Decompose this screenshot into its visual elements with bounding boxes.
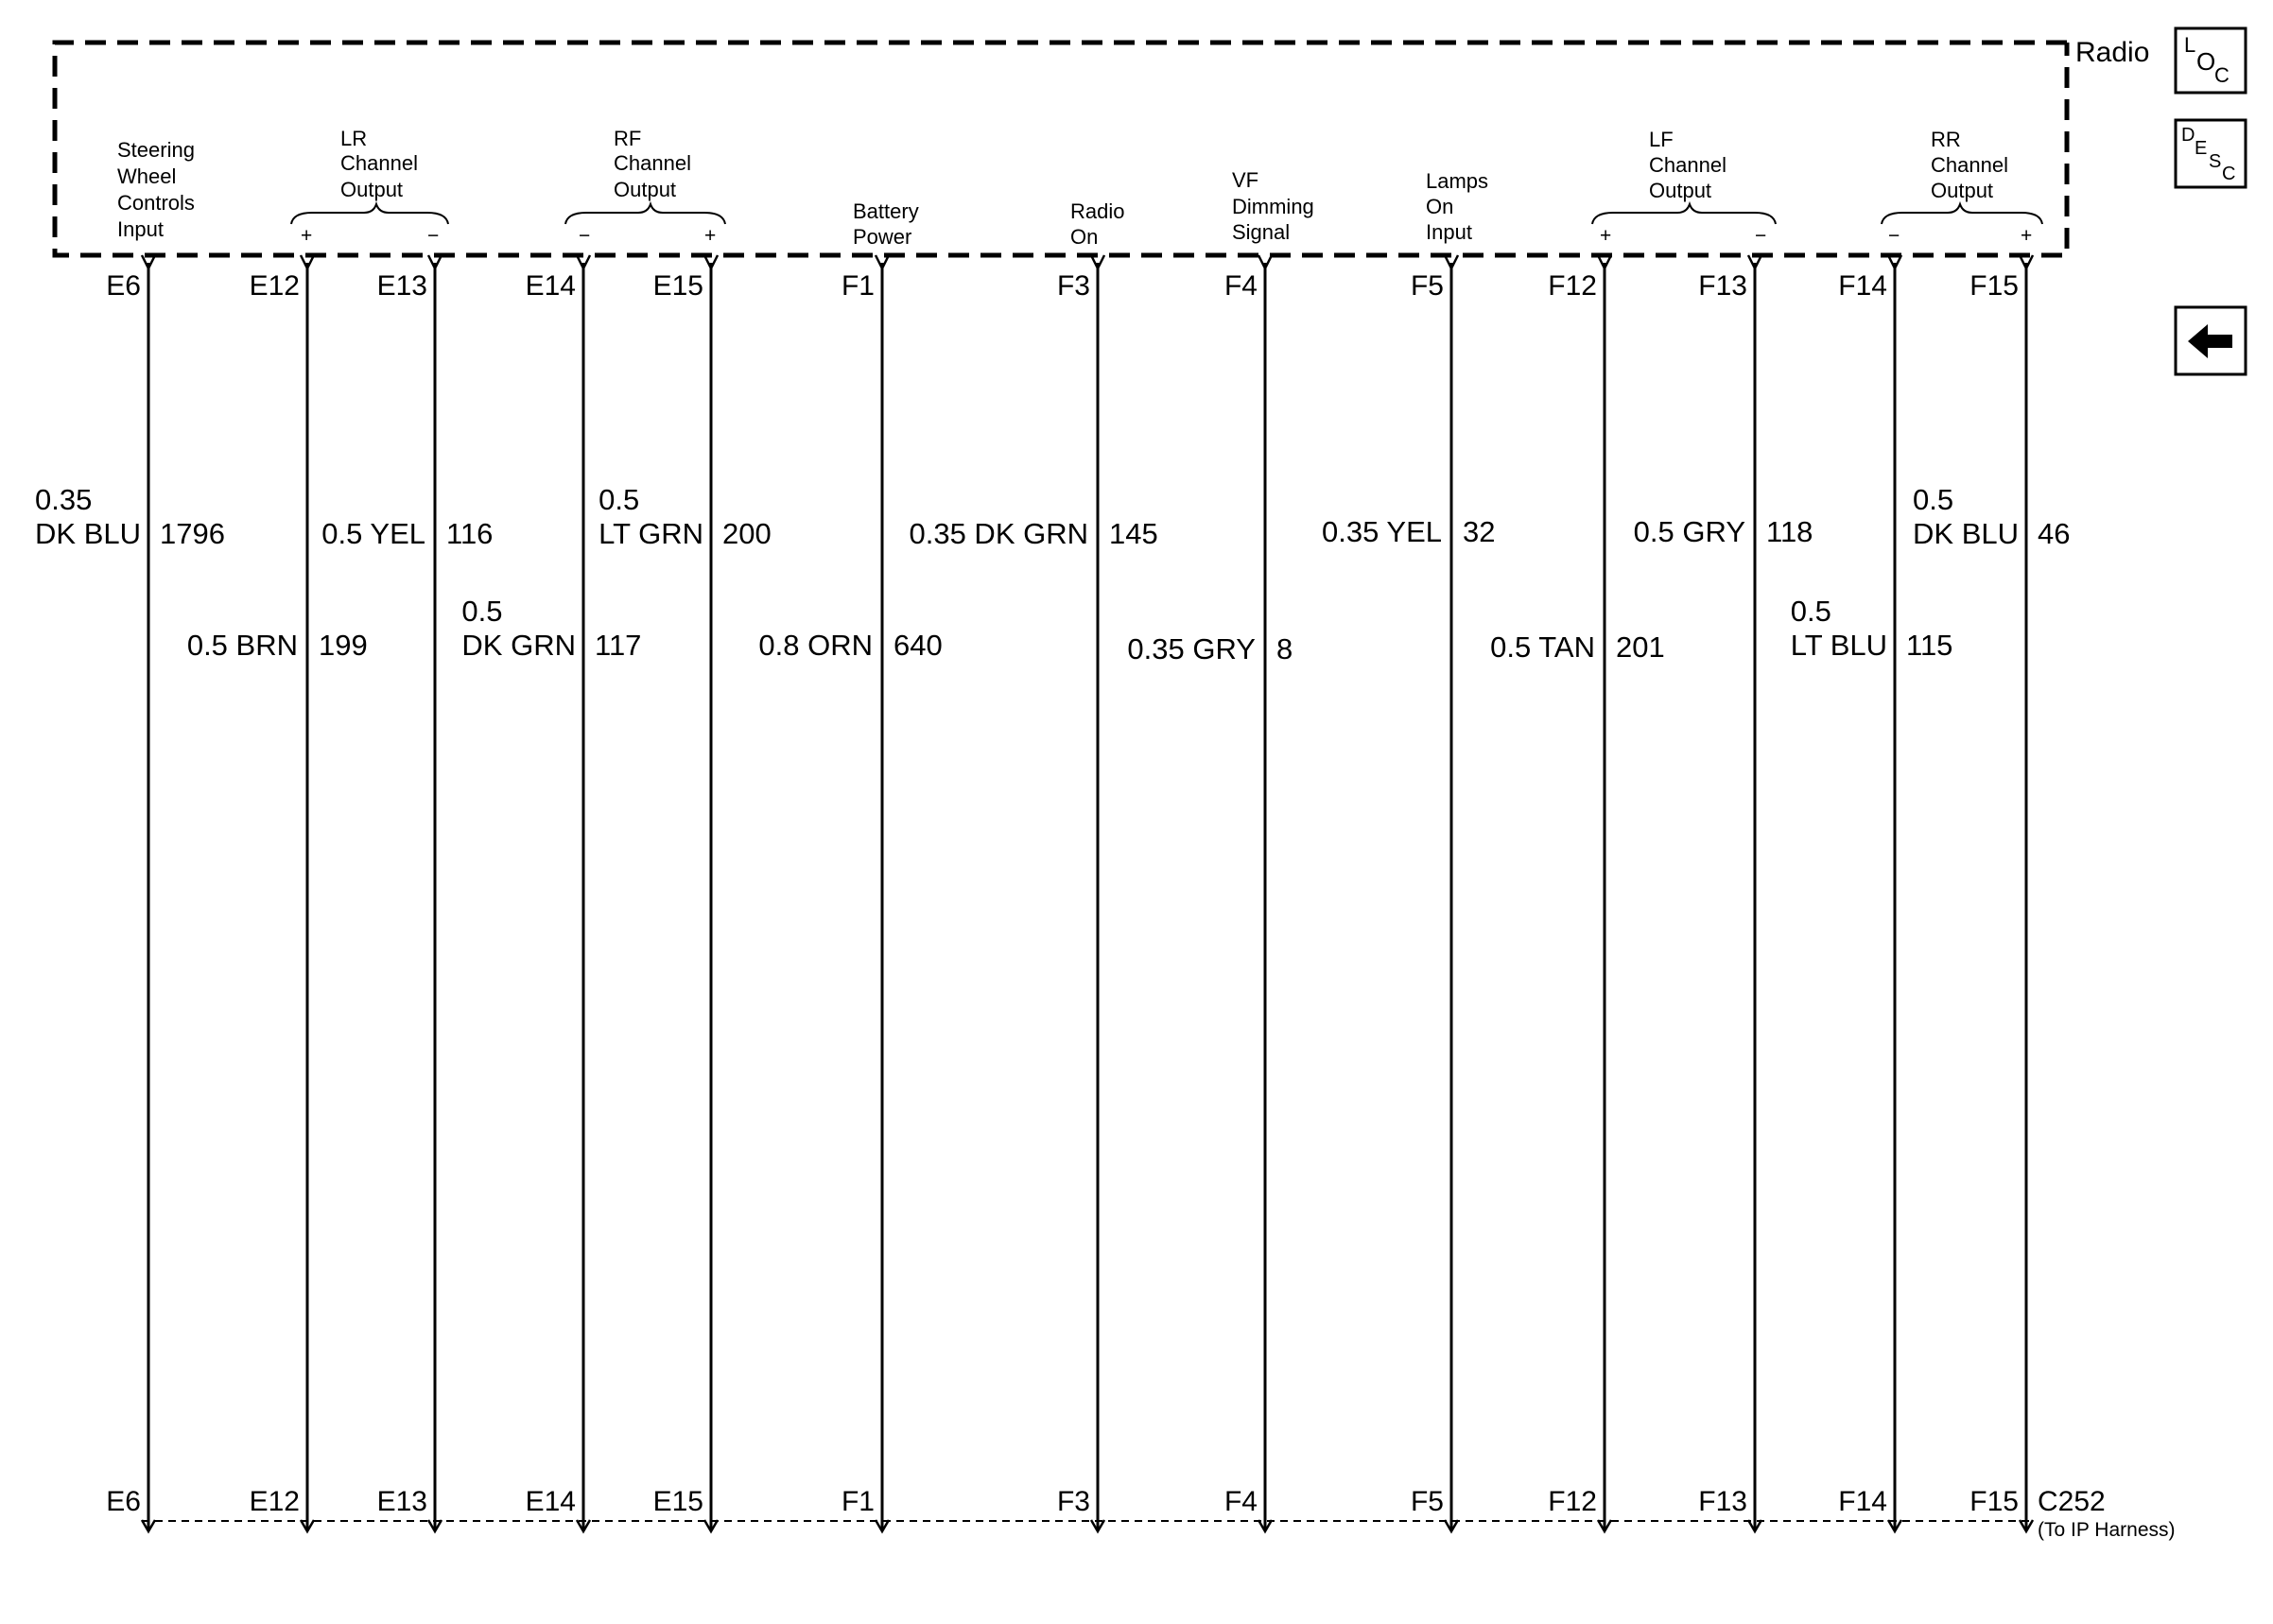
function-label-lamps-on: [1426, 169, 1488, 244]
function-label-line: RR: [1931, 128, 1961, 151]
wire-f14: [1791, 255, 1953, 1531]
function-label-line: On: [1070, 225, 1099, 249]
wire-size-color: 0.8 ORN: [758, 629, 873, 662]
polarity-brace: [1882, 204, 2042, 224]
pin-label-top: E14: [525, 270, 576, 302]
wire-color: LT BLU: [1790, 629, 1887, 662]
function-label-line: Channel: [1649, 153, 1726, 177]
pin-label-bottom: F15: [1969, 1486, 2019, 1517]
pin-label-bottom: F5: [1410, 1486, 1444, 1517]
wire-f15: [1913, 255, 2070, 1531]
component-title: Radio: [2075, 37, 2150, 68]
desc-button[interactable]: [2176, 120, 2246, 187]
wire-size-color: 0.35 YEL: [1322, 515, 1442, 548]
function-label-rf-channel: [565, 127, 725, 247]
loc-button[interactable]: [2176, 28, 2246, 93]
function-label-line: VF: [1232, 168, 1259, 192]
pin-label-top: E15: [652, 270, 703, 302]
function-label-line: Dimming: [1232, 195, 1314, 218]
pin-label-bottom: F13: [1698, 1486, 1747, 1517]
wires-layer: [35, 255, 2070, 1531]
circuit-number: 46: [2038, 517, 2071, 550]
circuit-number: 145: [1109, 517, 1158, 550]
pin-label-top: F14: [1838, 270, 1887, 302]
polarity-sign: −: [1755, 225, 1767, 247]
function-label-line: Power: [853, 225, 912, 249]
loc-button-letter: L: [2184, 33, 2196, 57]
function-label-vf-dimming: [1232, 168, 1314, 244]
polarity-sign: +: [301, 225, 313, 247]
polarity-sign: +: [1600, 225, 1612, 247]
circuit-number: 117: [595, 629, 642, 662]
function-label-line: Channel: [614, 151, 691, 175]
polarity-brace: [291, 204, 448, 224]
circuit-number: 32: [1463, 515, 1496, 548]
polarity-brace: [565, 204, 725, 224]
wire-f5: [1322, 255, 1495, 1531]
circuit-number: 200: [722, 517, 772, 550]
wire-f12: [1490, 255, 1665, 1531]
circuit-number: 8: [1276, 632, 1293, 665]
pin-label-top: E6: [106, 270, 141, 302]
loc-button-letter: C: [2214, 63, 2230, 87]
wire-size-color: 0.5 BRN: [186, 629, 298, 662]
wire-e6: [35, 255, 225, 1531]
desc-button-letter: S: [2209, 151, 2222, 172]
polarity-brace: [1592, 204, 1776, 224]
desc-button-letter: C: [2222, 164, 2236, 184]
wire-size: 0.5: [461, 595, 503, 628]
wire-e12: [187, 255, 368, 1531]
function-label-steering: [117, 138, 195, 241]
terminal-top: [876, 255, 889, 268]
polarity-sign: −: [1888, 225, 1900, 247]
function-label-line: Radio: [1070, 199, 1125, 223]
wire-f13: [1634, 255, 1813, 1531]
pin-label-top: F5: [1410, 270, 1444, 302]
wire-size-color: 0.35 GRY: [1127, 632, 1256, 665]
wire-f1: [758, 255, 942, 1531]
function-label-line: Wheel: [117, 164, 177, 188]
function-label-line: Output: [1931, 179, 1994, 202]
wire-size-color: 0.5 TAN: [1490, 631, 1595, 664]
function-label-radio-on: [1070, 199, 1124, 249]
function-label-line: LF: [1649, 128, 1674, 151]
pin-label-bottom: F3: [1056, 1486, 1090, 1517]
pin-label-top: F3: [1056, 270, 1090, 302]
pin-label-bottom: F1: [841, 1486, 875, 1517]
pin-label-bottom: E14: [525, 1486, 576, 1517]
pin-label-bottom: F12: [1548, 1486, 1597, 1517]
circuit-number: 201: [1616, 631, 1665, 664]
wire-size: 0.5: [1790, 595, 1831, 628]
wire-size: 0.5: [599, 483, 640, 516]
function-label-line: Output: [614, 178, 677, 201]
polarity-sign: +: [2021, 225, 2033, 247]
circuit-number: 115: [1906, 629, 1953, 662]
pin-label-top: F1: [841, 270, 875, 302]
desc-button-letter: D: [2181, 125, 2195, 146]
function-label-line: Signal: [1232, 220, 1291, 244]
pin-label-top: F13: [1698, 270, 1747, 302]
wire-color: DK GRN: [461, 629, 576, 662]
function-label-line: LR: [340, 127, 368, 150]
back-button[interactable]: [2176, 307, 2246, 374]
wire-size-color: 0.5 GRY: [1633, 515, 1745, 548]
pin-label-bottom: F14: [1838, 1486, 1887, 1517]
function-label-line: Input: [1426, 220, 1472, 244]
function-label-line: Output: [1649, 179, 1712, 202]
wire-color: DK BLU: [1913, 517, 2019, 550]
pin-label-top: F4: [1223, 270, 1258, 302]
terminal-top: [1258, 255, 1272, 268]
wire-size-color: 0.35 DK GRN: [909, 517, 1088, 550]
polarity-sign: +: [704, 225, 717, 247]
pin-label-top: E13: [376, 270, 427, 302]
wire-size-color: 0.5 YEL: [321, 517, 425, 550]
pin-label-bottom: E15: [652, 1486, 703, 1517]
function-label-line: Battery: [853, 199, 919, 223]
function-label-line: Channel: [340, 151, 418, 175]
pin-label-top: F15: [1969, 270, 2019, 302]
function-label-line: Controls: [117, 191, 195, 215]
wire-size: 0.35: [35, 483, 93, 516]
circuit-number: 118: [1766, 515, 1813, 548]
function-label-line: Lamps: [1426, 169, 1489, 193]
loc-button-letter: O: [2196, 47, 2216, 76]
polarity-sign: −: [427, 225, 440, 247]
circuit-number: 1796: [160, 517, 225, 550]
function-label-rr-channel: [1882, 128, 2042, 247]
function-label-battery-power: [853, 199, 919, 249]
pin-label-top: F12: [1548, 270, 1597, 302]
connector-note: (To IP Harness): [2038, 1519, 2176, 1541]
pin-label-bottom: F4: [1223, 1486, 1258, 1517]
wire-f4: [1127, 255, 1293, 1531]
pin-label-top: E12: [249, 270, 300, 302]
wire-color: DK BLU: [35, 517, 141, 550]
wire-color: LT GRN: [599, 517, 703, 550]
wire-e15: [599, 255, 772, 1531]
desc-button-letter: E: [2195, 138, 2208, 159]
pin-label-bottom: E12: [249, 1486, 300, 1517]
function-label-line: RF: [614, 127, 642, 150]
function-label-line: Output: [340, 178, 404, 201]
wire-e13: [321, 255, 493, 1531]
function-label-line: Channel: [1931, 153, 2008, 177]
pin-label-bottom: E13: [376, 1486, 427, 1517]
function-label-lf-channel: [1592, 128, 1776, 247]
function-label-line: Steering: [117, 138, 195, 162]
pin-label-bottom: E6: [106, 1486, 141, 1517]
connector-label: C252: [2038, 1486, 2106, 1517]
function-label-lr-channel: [291, 127, 448, 247]
circuit-number: 116: [446, 517, 494, 550]
polarity-sign: −: [579, 225, 591, 247]
function-label-line: Input: [117, 217, 164, 241]
function-label-line: On: [1426, 195, 1454, 218]
circuit-number: 640: [894, 629, 943, 662]
wire-f3: [909, 255, 1157, 1531]
wire-size: 0.5: [1913, 483, 1954, 516]
wire-e14: [461, 255, 641, 1531]
circuit-number: 199: [319, 629, 368, 662]
